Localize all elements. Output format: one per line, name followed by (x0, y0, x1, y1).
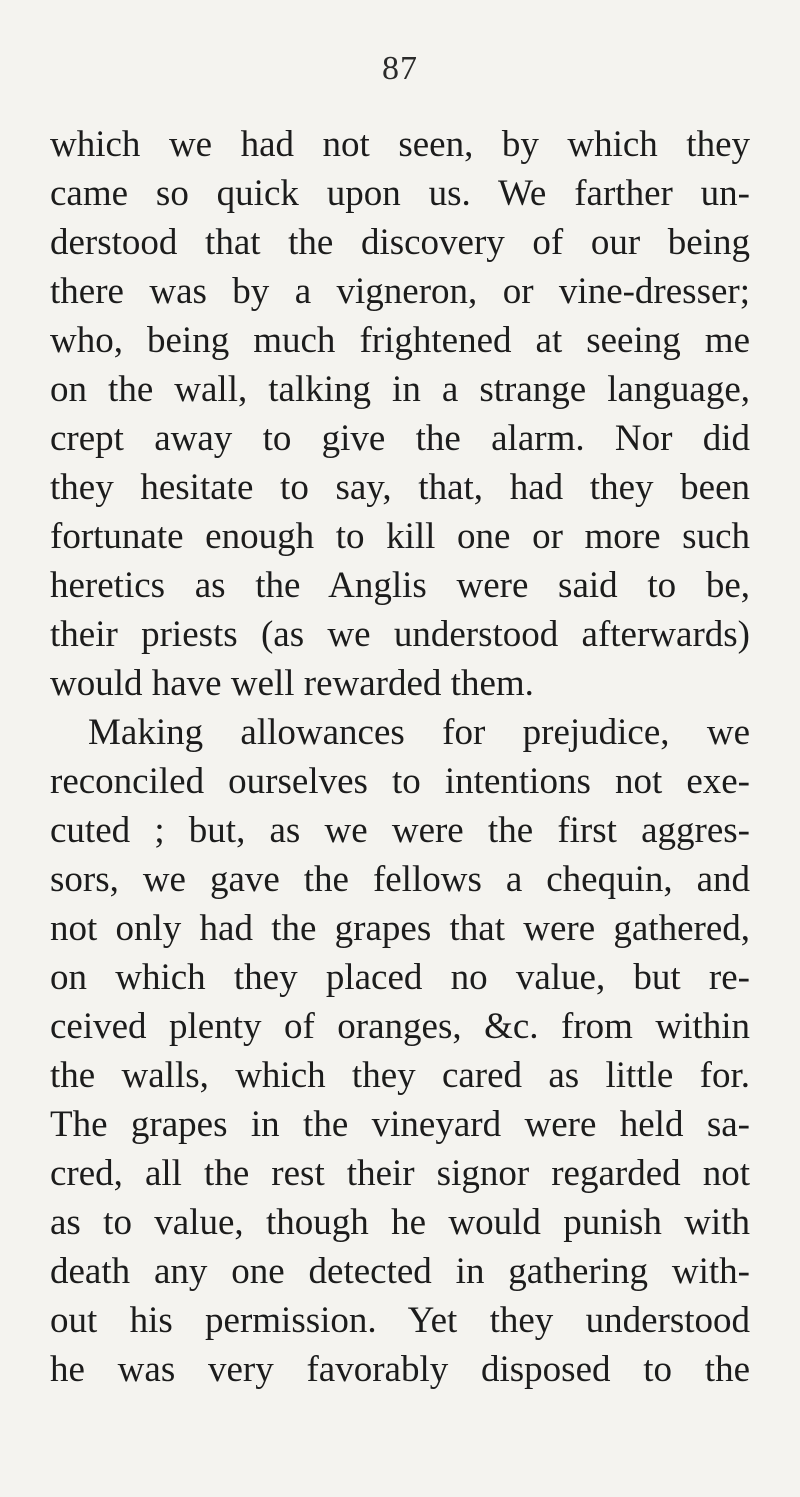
text-line: they hesitate to say, that, had they been (50, 467, 750, 508)
text-line: derstood that the discovery of our being (50, 222, 750, 263)
text-line: the walls, which they cared as little for. (50, 1055, 750, 1096)
text-line: fortunate enough to kill one or more such (50, 516, 750, 557)
text-line: on which they placed no value, but re- (50, 957, 750, 998)
text-line: The grapes in the vineyard were held sa- (50, 1104, 750, 1145)
page-number: 87 (382, 50, 418, 87)
text-line: their priests (as we understood afterwards) (50, 614, 750, 655)
text-line: out his permission. Yet they understood (50, 1300, 750, 1341)
text-line: which we had not seen, by which they (50, 124, 750, 165)
text-line: ceived plenty of oranges, &c. from within (50, 1006, 750, 1047)
text-line: as to value, though he would punish with (50, 1202, 750, 1243)
text-line-paragraph-start: Making allowances for prejudice, we (88, 712, 750, 753)
text-line: sors, we gave the fellows a chequin, and (50, 859, 750, 900)
text-line: not only had the grapes that were gathered, (50, 908, 750, 949)
text-line: who, being much frightened at seeing me (50, 320, 750, 361)
text-line: there was by a vigneron, or vine-dresser; (50, 271, 750, 312)
body-text (50, 120, 750, 1394)
text-line: reconciled ourselves to intentions not exe- (50, 761, 750, 802)
text-line: on the wall, talking in a strange language, (50, 369, 750, 410)
text-line: crept away to give the alarm. Nor did (50, 418, 750, 459)
text-line: he was very favorably disposed to the (50, 1349, 750, 1390)
text-line: death any one detected in gathering with- (50, 1251, 750, 1292)
text-line: cuted ; but, as we were the first aggres- (50, 810, 750, 851)
text-line: cred, all the rest their signor regarded not (50, 1153, 750, 1194)
text-line-paragraph-end: would have well rewarded them. (50, 663, 534, 704)
text-line: came so quick upon us. We farther un- (50, 173, 750, 214)
text-line: heretics as the Anglis were said to be, (50, 565, 750, 606)
